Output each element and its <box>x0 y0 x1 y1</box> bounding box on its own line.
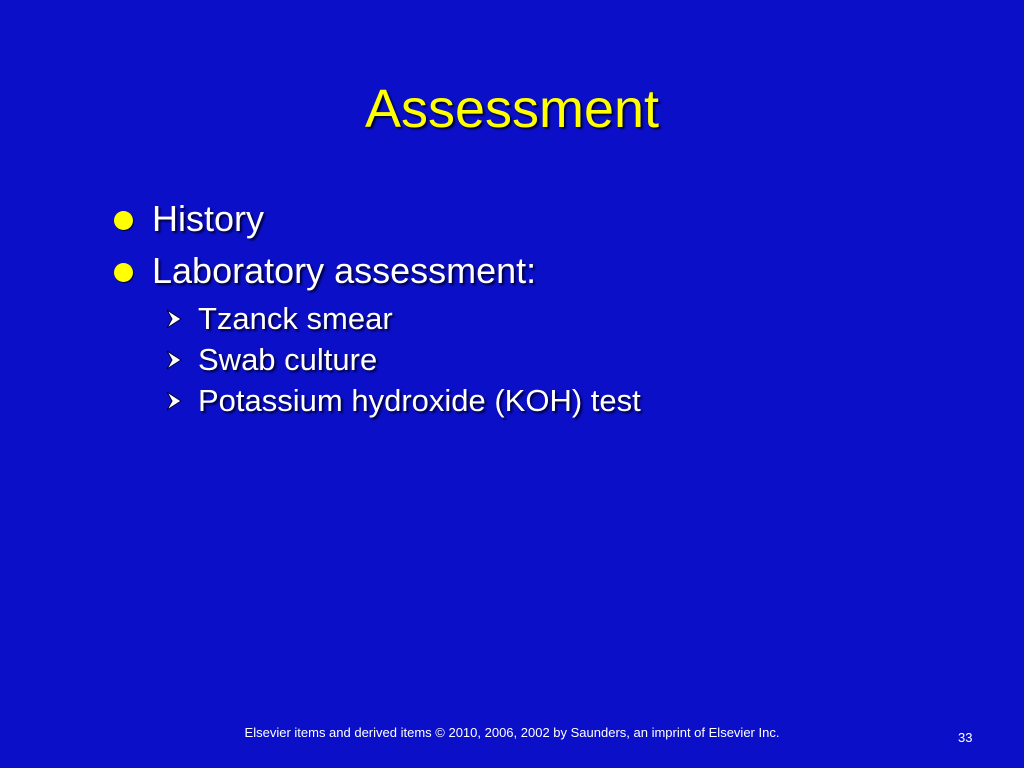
sub-item-text: Swab culture <box>198 342 378 377</box>
sub-item-text: Tzanck smear <box>198 301 393 336</box>
bullet-text: History <box>152 198 265 239</box>
sub-item-text: Potassium hydroxide (KOH) test <box>198 383 641 418</box>
bullet-list <box>112 196 972 423</box>
arrowhead-icon <box>165 391 183 411</box>
arrowhead-icon <box>165 350 183 370</box>
arrowhead-icon <box>165 309 183 329</box>
sub-item-swab-culture <box>112 341 972 382</box>
slide-title: Assessment <box>364 79 660 139</box>
sub-item-tzanck-smear <box>112 300 972 341</box>
copyright-footer: Elsevier items and derived items © 2010, 2006, 2002 by Saunders, an imprint of Elsevier Inc. <box>244 725 780 740</box>
slide-number: 33 <box>958 730 973 745</box>
bullet-circle-icon <box>114 263 133 282</box>
bullet-circle-icon <box>114 211 133 230</box>
bullet-item-history <box>112 196 972 248</box>
bullet-item-laboratory-assessment <box>112 248 972 300</box>
sub-item-koh-test <box>112 382 972 423</box>
bullet-text: Laboratory assessment: <box>152 250 537 291</box>
